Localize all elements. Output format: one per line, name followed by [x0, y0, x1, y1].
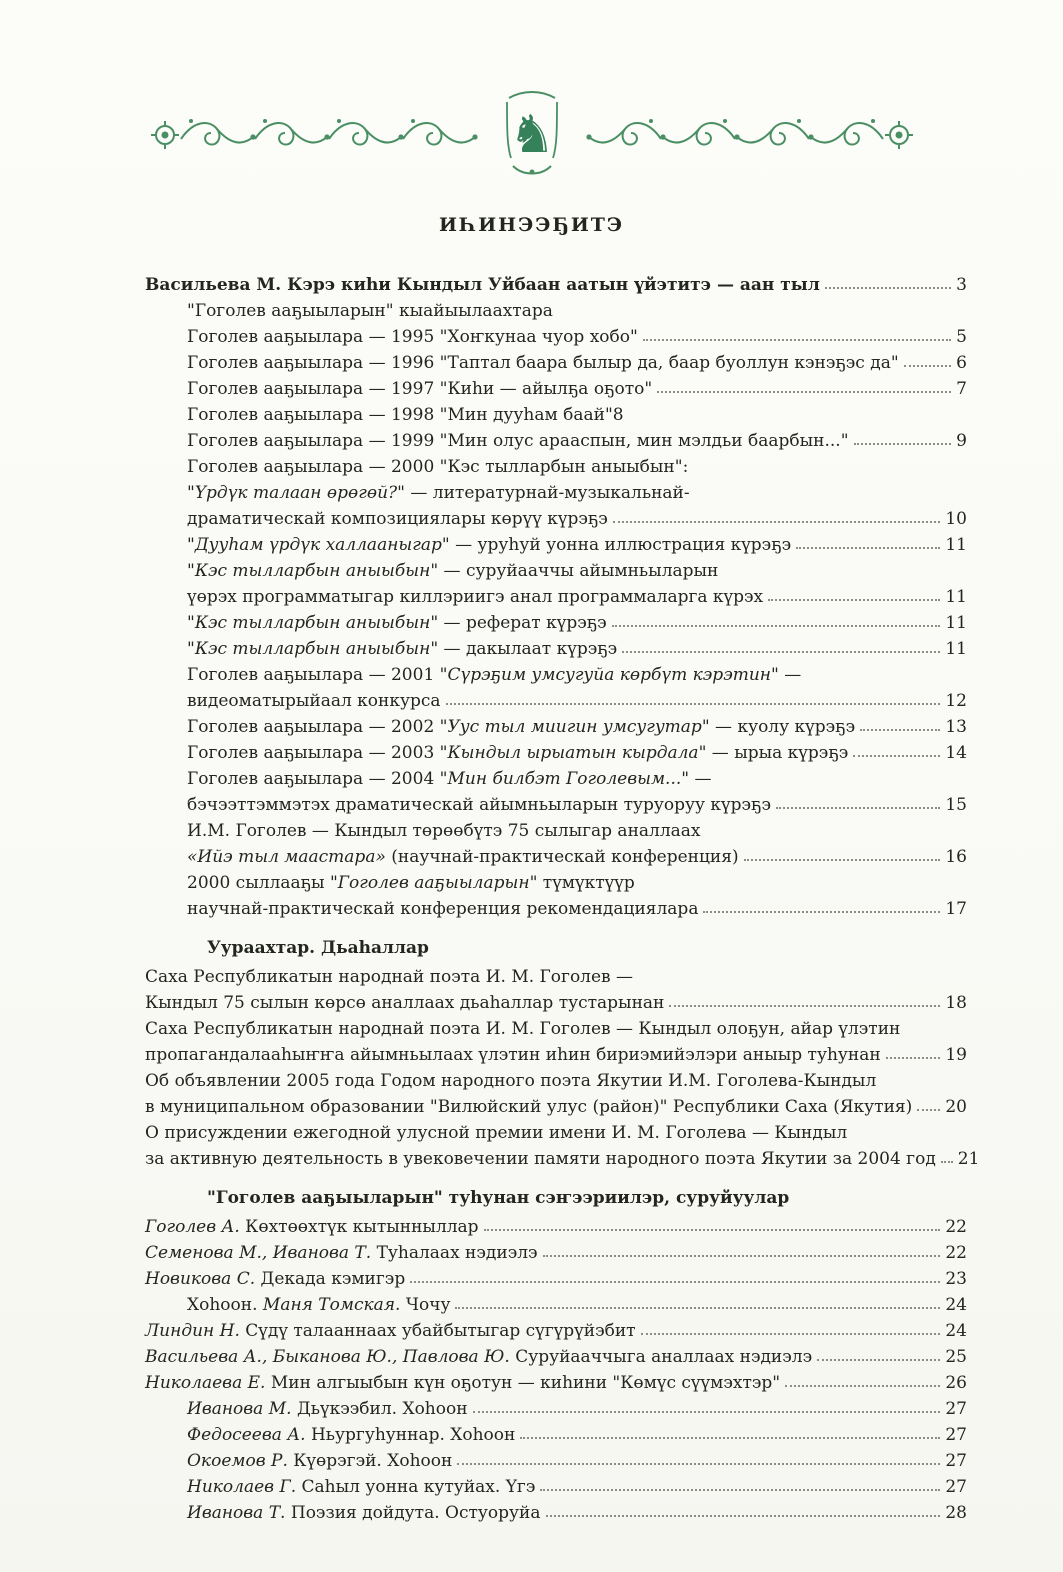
toc-entry-text: «Ийэ тыл маастара» (научнай-практическай конференция) [187, 847, 739, 867]
toc-entry-text: И.М. Гоголев — Кындыл төрөөбүтэ 75 сылыгар аналлаах [187, 821, 701, 841]
toc-entry-text: Николаев Г. Саһыл уонна кутуйах. Үгэ [187, 1477, 536, 1497]
toc-entry-text: в муниципальном образовании "Вилюйский улус (район)" Республики Саха (Якутия) [145, 1097, 913, 1117]
toc-page-number: 15 [945, 795, 967, 815]
toc-page-number: 11 [945, 587, 967, 607]
toc-entry-text: "Гоголев ааҕыыларын" туһунан сэҥээриилэр, суруйуулар [207, 1188, 790, 1208]
toc-entry [145, 964, 967, 990]
toc-dot-leader [785, 1385, 940, 1387]
toc-entry-text: Николаева Е. Мин алгыыбын күн оҕотун — киһини "Көмүс сүүмэхтэр" [145, 1373, 781, 1393]
toc-dot-leader [904, 365, 952, 367]
toc-page-number: 27 [945, 1399, 967, 1419]
header-ornament [0, 88, 1063, 180]
toc-entry [145, 1068, 967, 1094]
toc-entry [145, 870, 967, 896]
toc-page-number: 12 [945, 691, 967, 711]
toc-entry [145, 688, 967, 714]
toc-entry-text: Васильева А., Быканова Ю., Павлова Ю. Суруйааччыга аналлаах нэдиэлэ [145, 1347, 813, 1367]
toc-dot-leader [860, 729, 940, 731]
toc-entry [145, 1318, 967, 1344]
toc-entry-text: Гоголев А. Көхтөөхтүк кытынныллар [145, 1217, 479, 1237]
toc-entry-text: бэчээттэммэтэх драматическай айымньыларын туруоруу күрэҕэ [187, 795, 771, 815]
toc-entry [145, 1422, 967, 1448]
toc-entry [145, 428, 967, 454]
toc-dot-leader [622, 651, 940, 653]
toc-entry [145, 990, 967, 1016]
toc-dot-leader [703, 911, 940, 913]
toc-entry-text: научнай-практическай конференция рекомендациялара [187, 899, 699, 919]
toc-entry [145, 844, 967, 870]
toc-entry [145, 1292, 967, 1318]
toc-entry [145, 454, 967, 480]
toc-dot-leader [941, 1161, 953, 1163]
toc-entry-text: Хоһоон. Маня Томская. Чочу [187, 1295, 451, 1315]
toc-entry-text: Семенова М., Иванова Т. Туһалаах нэдиэлэ [145, 1243, 538, 1263]
toc-dot-leader [768, 599, 940, 601]
toc-entry-text: "Кэс тылларбын аныыбын" — суруйааччы айымньыларын [187, 561, 719, 581]
left-flourish-icon [149, 107, 479, 161]
toc-entry [145, 662, 967, 688]
page-title: ИҺИНЭЭҔИТЭ [438, 214, 625, 236]
toc-entry [145, 1344, 967, 1370]
toc-page-number: 24 [945, 1295, 967, 1315]
toc-entry-text: Кындыл 75 сылын көрсө аналлаах дьаһаллар тустарынан [145, 993, 665, 1013]
toc-entry-text: Гоголев ааҕыылара — 1997 "Киһи — айылҕа оҕото" [187, 379, 653, 399]
toc-entry [145, 584, 967, 610]
toc-entry-text: "Үрдүк талаан өрөгөй?" — литературнай-музыкальнай- [187, 483, 690, 503]
toc-page-number: 24 [945, 1321, 967, 1341]
toc-entry [145, 1266, 967, 1292]
toc-section-header [145, 935, 967, 961]
toc-entry-text: пропагандалааһыҥҥа айымньылаах үлэтин иһин бириэмийэлэри аныыр туһунан [145, 1045, 881, 1065]
toc-dot-leader [643, 339, 951, 341]
toc-entry [145, 558, 967, 584]
toc-page-number: 28 [945, 1503, 967, 1523]
toc-entry-text: үөрэх программатыгар киллэриигэ анал программаларга күрэх [187, 587, 764, 607]
toc-entry-text: Гоголев ааҕыылара — 1999 "Мин олус арааспын, мин мэлдьи баарбын..." [187, 431, 849, 451]
toc-entry-text: Гоголев ааҕыылара — 2000 "Кэс тылларбын аныыбын": [187, 457, 689, 477]
toc-dot-leader [543, 1255, 941, 1257]
toc-entry [145, 1396, 967, 1422]
toc-page-number: 9 [956, 431, 967, 451]
toc-page-number: 27 [945, 1425, 967, 1445]
toc-entry-text: драматическай композициялары көрүү күрэҕэ [187, 509, 608, 529]
toc-dot-leader [520, 1437, 940, 1439]
toc-entry-text: Об объявлении 2005 года Годом народного поэта Якутии И.М. Гоголева-Кындыл [145, 1071, 877, 1091]
toc-entry [145, 1042, 967, 1068]
toc-entry [145, 350, 967, 376]
toc-entry [145, 636, 967, 662]
toc-entry-text: Иванова М. Дьүкээбил. Хоһоон [187, 1399, 468, 1419]
toc-dot-leader [473, 1411, 941, 1413]
toc-dot-leader [817, 1359, 940, 1361]
toc-entry [145, 402, 967, 428]
toc-entry-text: О присуждении ежегодной улусной премии имени И. М. Гоголева — Кындыл [145, 1123, 848, 1143]
toc-page-number: 14 [945, 743, 967, 763]
toc-entry [145, 1120, 967, 1146]
toc-dot-leader [641, 1333, 941, 1335]
toc-entry [145, 324, 967, 350]
toc-page-number: 11 [945, 639, 967, 659]
toc-entry [145, 532, 967, 558]
toc-dot-leader [612, 625, 941, 627]
toc-section-header [145, 1185, 967, 1211]
toc-dot-leader [669, 1005, 940, 1007]
toc-entry [145, 714, 967, 740]
toc-page-number: 27 [945, 1451, 967, 1471]
toc-page-number: 25 [945, 1347, 967, 1367]
toc-entry-text: Уураахтар. Дьаһаллар [207, 938, 429, 958]
toc-entry [145, 1094, 967, 1120]
toc-entry-text: Иванова Т. Поэзия дойдута. Остуоруйа [187, 1503, 541, 1523]
right-flourish-icon [585, 107, 915, 161]
toc-entry [145, 272, 967, 298]
toc-page-number: 27 [945, 1477, 967, 1497]
toc-page-number: 26 [945, 1373, 967, 1393]
toc-entry-text: Гоголев ааҕыылара — 2004 "Мин билбэт Гоголевым..." — [187, 769, 712, 789]
toc-dot-leader [776, 807, 940, 809]
toc-entry-text: Гоголев ааҕыылара — 1995 "Хоҥкунаа чуор хобо" [187, 327, 638, 347]
toc-entry [145, 1500, 967, 1526]
toc-entry [145, 818, 967, 844]
toc-entry-text: "Кэс тылларбын аныыбын" — дакылаат күрэҕэ [187, 639, 618, 659]
toc-list [145, 272, 980, 1526]
toc-entry-text: Линдин Н. Сүдү талааннаах убайбытыгар сүгүрүйэбит [145, 1321, 636, 1341]
toc-page-number: 5 [956, 327, 967, 347]
toc-page-number: 6 [956, 353, 967, 373]
toc-dot-leader [657, 391, 951, 393]
toc-dot-leader [796, 547, 940, 549]
toc-entry [145, 610, 967, 636]
toc-entry-text: Новикова С. Декада кэмигэр [145, 1269, 406, 1289]
toc-entry [145, 1016, 967, 1042]
toc-page-number: 23 [945, 1269, 967, 1289]
toc-entry [145, 298, 967, 324]
toc-page-number: 13 [945, 717, 967, 737]
toc-entry [145, 766, 967, 792]
toc-page-number: 16 [945, 847, 967, 867]
toc-entry-text: "Дууһам үрдүк халлааныгар" — уруһуй уонна иллюстрация күрэҕэ [187, 535, 792, 555]
toc-entry [145, 506, 967, 532]
toc-entry-text: Гоголев ааҕыылара — 2003 "Кындыл ырыатын кырдала" — ырыа күрэҕэ [187, 743, 849, 763]
toc-page-number: 11 [945, 535, 967, 555]
toc-page-number: 7 [956, 379, 967, 399]
toc-entry-text: Гоголев ааҕыылара — 1998 "Мин дууһам баай"8 [187, 405, 624, 425]
toc-page-number: 22 [945, 1243, 967, 1263]
toc-entry-text: 2000 сыллааҕы "Гоголев ааҕыыларын" түмүктүүр [187, 873, 635, 893]
toc-entry [145, 1240, 967, 1266]
toc-dot-leader [613, 521, 941, 523]
toc-entry [145, 792, 967, 818]
toc-page-number: 10 [945, 509, 967, 529]
toc-dot-leader [410, 1281, 940, 1283]
toc-entry [145, 1370, 967, 1396]
toc-entry-text: Саха Республикатын народнай поэта И. М. Гоголев — Кындыл олоҕун, айар үлэтин [145, 1019, 901, 1039]
toc-entry-text: Гоголев ааҕыылара — 1996 "Таптал баара былыр да, баар буоллун кэнэҕэс да" [187, 353, 899, 373]
toc-dot-leader [744, 859, 941, 861]
toc-dot-leader [540, 1489, 940, 1491]
toc-page-number: 20 [945, 1097, 967, 1117]
toc-page-number: 11 [945, 613, 967, 633]
toc-entry-text: Гоголев ааҕыылара — 2002 "Уус тыл миигин умсугутар" — куолу күрэҕэ [187, 717, 856, 737]
svg-text:♞: ♞ [508, 105, 555, 165]
toc-entry-text: видеоматырыйаал конкурса [187, 691, 441, 711]
toc-dot-leader [853, 755, 940, 757]
toc-dot-leader [917, 1109, 940, 1111]
toc-entry-text: за активную деятельность в увековечении памяти народного поэта Якутии за 2004 год [145, 1149, 936, 1169]
toc-entry-text: "Кэс тылларбын аныыбын" — реферат күрэҕэ [187, 613, 607, 633]
winged-horse-emblem-icon [501, 88, 563, 180]
toc-entry [145, 1448, 967, 1474]
toc-dot-leader [546, 1515, 941, 1517]
toc-page-number: 18 [945, 993, 967, 1013]
toc-dot-leader [457, 1463, 940, 1465]
toc-page-number: 22 [945, 1217, 967, 1237]
toc-page-number: 3 [956, 275, 967, 295]
toc-page-number: 19 [945, 1045, 967, 1065]
toc-entry-text: Федосеева А. Ньургуһуннар. Хоһоон [187, 1425, 516, 1445]
toc-entry-text: Окоемов Р. Күөрэгэй. Хоһоон [187, 1451, 453, 1471]
toc-dot-leader [886, 1057, 941, 1059]
toc-entry-text: Саха Республикатын народнай поэта И. М. Гоголев — [145, 967, 634, 987]
toc-entry [145, 1214, 967, 1240]
toc-page-number: 21 [957, 1149, 980, 1169]
toc-dot-leader [854, 443, 952, 445]
toc-dot-leader [455, 1307, 940, 1309]
toc-dot-leader [825, 287, 951, 289]
toc-entry [145, 1474, 967, 1500]
toc-dot-leader [484, 1229, 941, 1231]
toc-entry [145, 1146, 980, 1172]
toc-entry [145, 896, 967, 922]
toc-entry-text: Васильева М. Кэрэ киһи Кындыл Уйбаан аатын үйэтитэ — аан тыл [145, 275, 820, 295]
toc-dot-leader [446, 703, 941, 705]
toc-entry-text: Гоголев ааҕыылара — 2001 "Сүрэҕим умсугуйа көрбүт кэрэтин" — [187, 665, 802, 685]
toc-page-number: 17 [945, 899, 967, 919]
toc-entry [145, 376, 967, 402]
toc-entry [145, 480, 967, 506]
toc-entry [145, 740, 967, 766]
toc-entry-text: "Гоголев ааҕыыларын" кыайыылаахтара [187, 301, 553, 321]
